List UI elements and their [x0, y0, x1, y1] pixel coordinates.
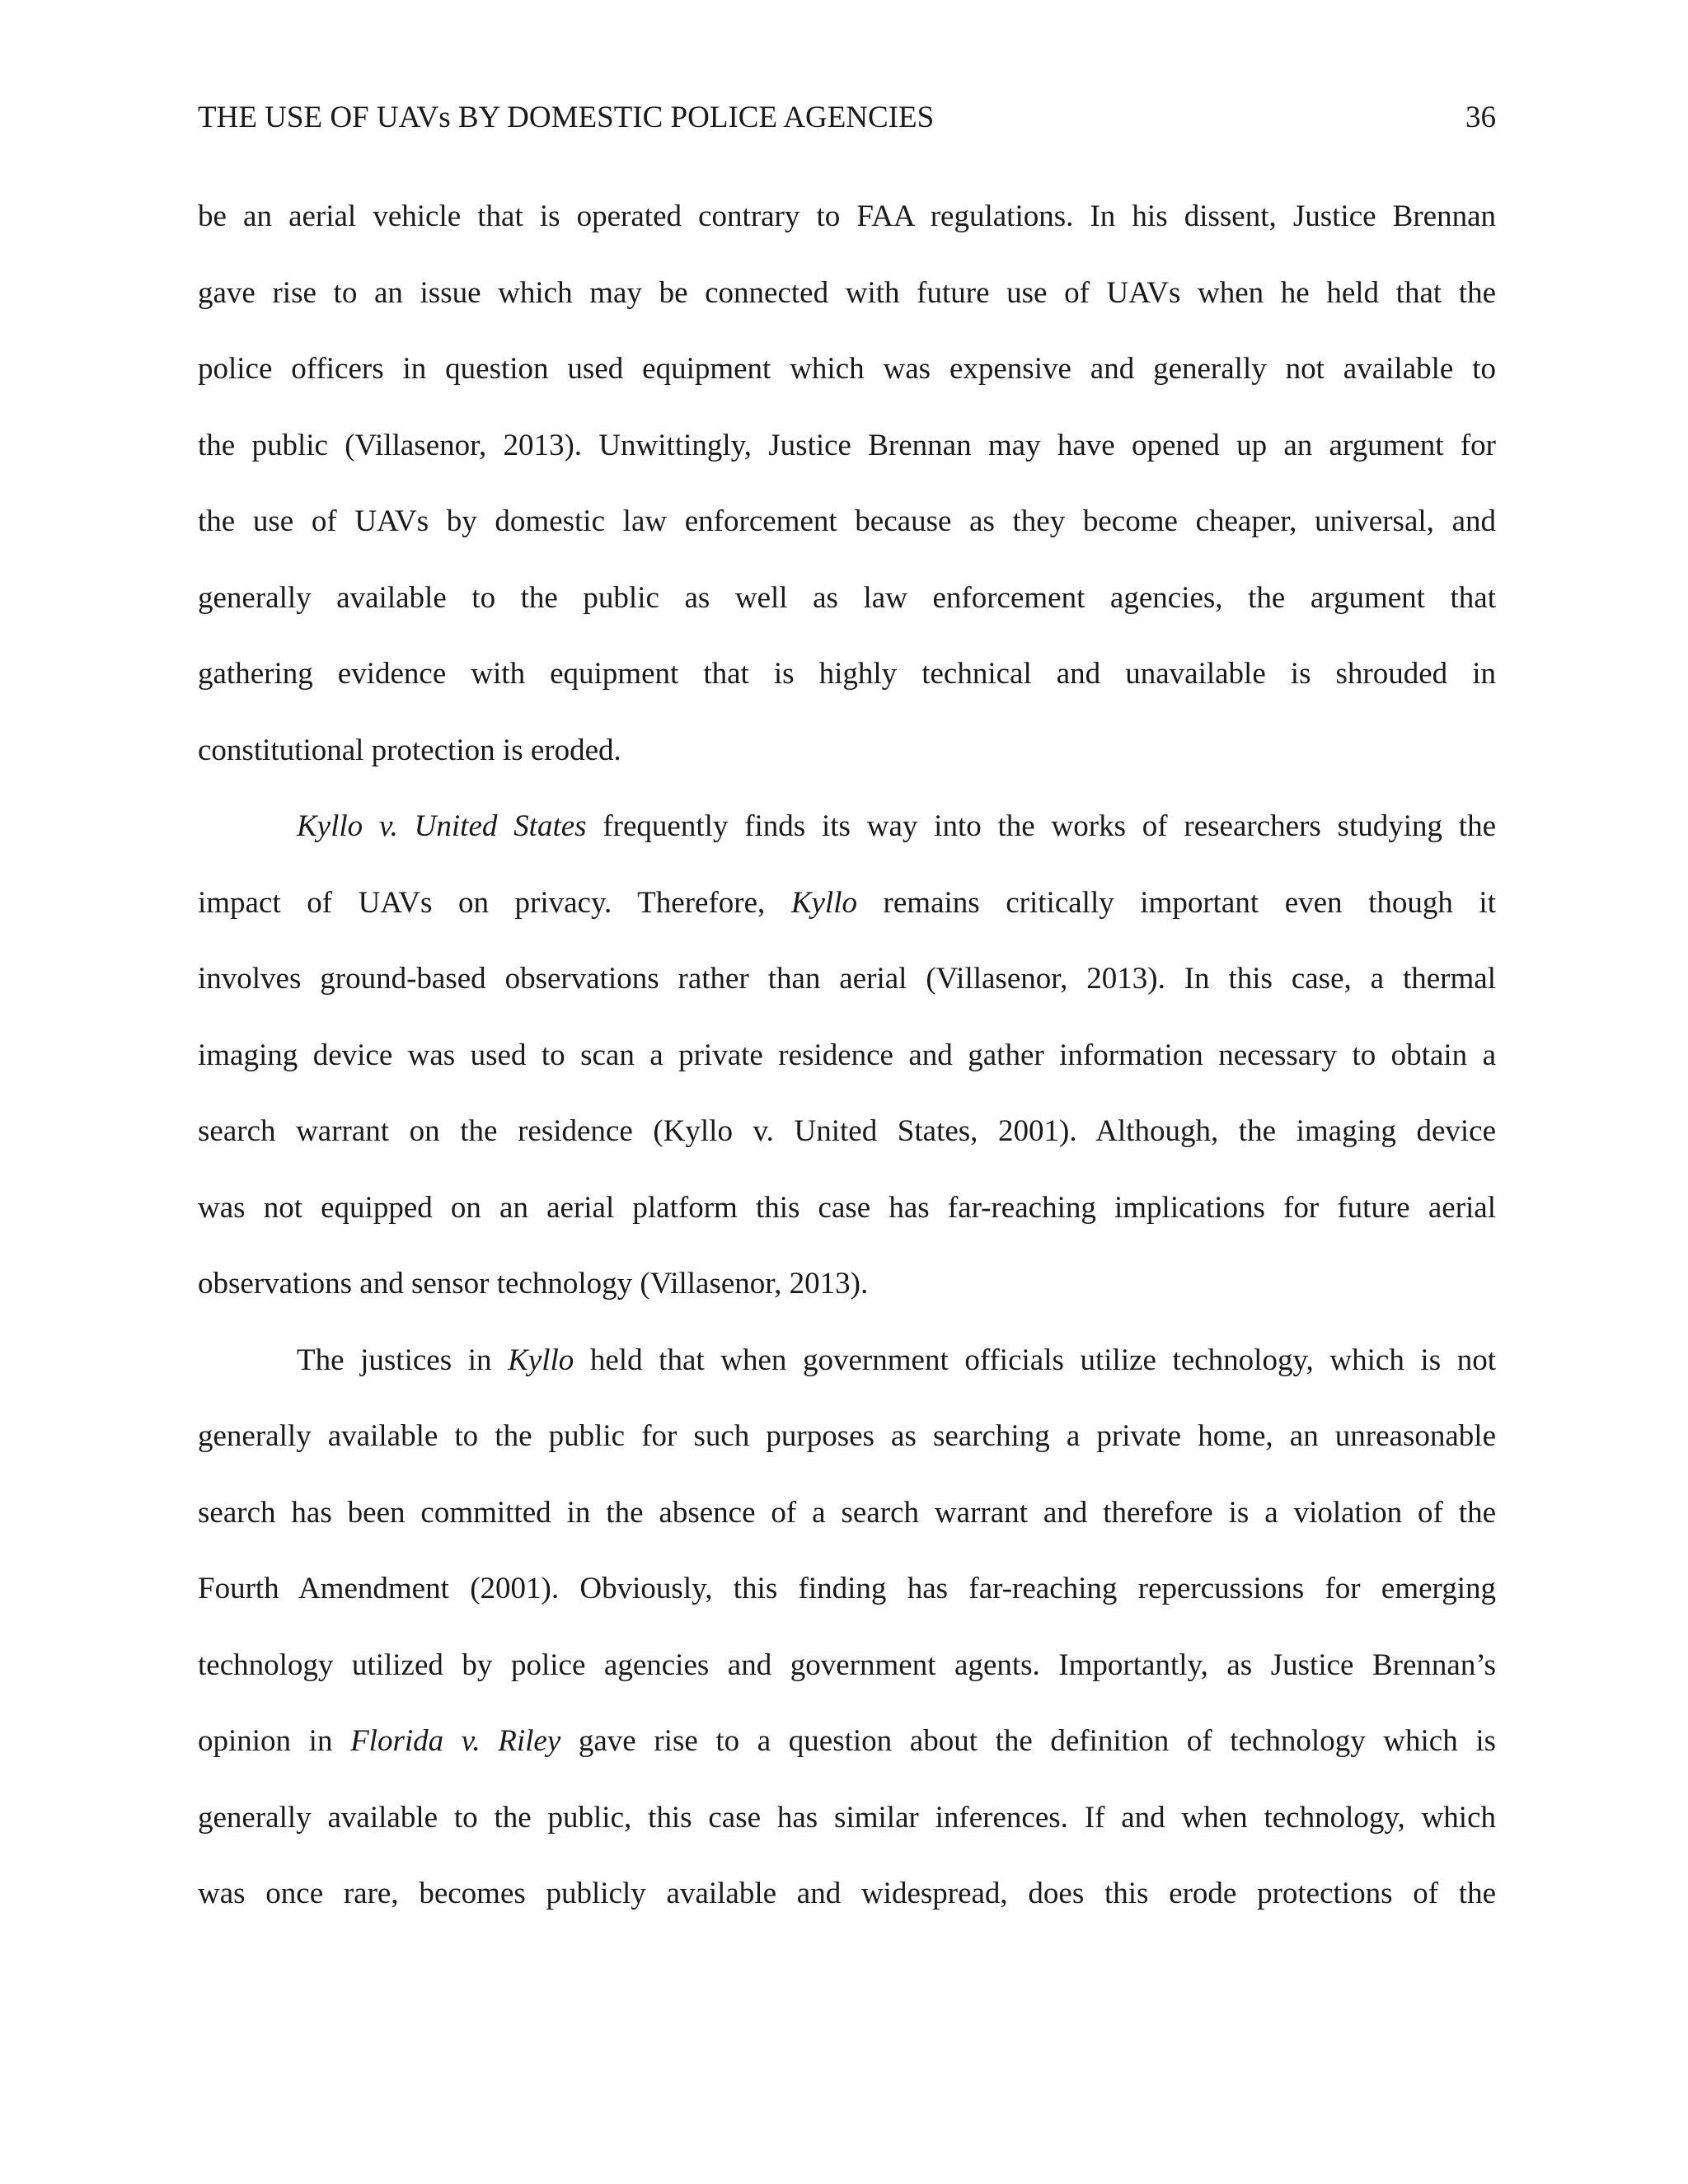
text-line: Fourth Amendment (2001). Obviously, this finding has far-reaching repercussions for emerging — [198, 1572, 1496, 1605]
case-name: Florida v. Riley — [350, 1724, 561, 1758]
text-line: observations and sensor technology (Villasenor, 2013). — [198, 1267, 869, 1301]
text-line: the use of UAVs by domestic law enforcement because as they become cheaper, universal, and — [198, 504, 1496, 538]
case-name: Kyllo — [508, 1343, 574, 1377]
text-line: search has been committed in the absence of a search warrant and therefore is a violation of the — [198, 1495, 1496, 1530]
text-line: be an aerial vehicle that is operated contrary to FAA regulations. In his dissent, Justice Brennan — [198, 199, 1496, 233]
text-line: search warrant on the residence (Kyllo v. United States, 2001). Although, the imaging device — [198, 1114, 1496, 1148]
text-line: opinion in Florida v. Riley gave rise to a question about the definition of technology which is — [198, 1724, 1497, 1758]
text-line: police officers in question used equipment which was expensive and generally not available to — [198, 352, 1496, 386]
body-text — [198, 196, 1496, 1950]
text-line: was once rare, becomes publicly available and widespread, does this erode protections of the — [198, 1877, 1496, 1910]
text-line: gathering evidence with equipment that is highly technical and unavailable is shrouded in — [198, 657, 1496, 691]
text-line: was not equipped on an aerial platform this case has far-reaching implications for future aerial — [198, 1190, 1496, 1225]
case-name: Kyllo — [790, 885, 857, 920]
running-head-title: THE USE OF UAVs BY DOMESTIC POLICE AGENCIES — [198, 101, 935, 134]
text-line: the public (Villasenor, 2013). Unwittingly, Justice Brennan may have opened up an argument for — [198, 428, 1496, 462]
text-line: involves ground-based observations rather than aerial (Villasenor, 2013). In this case, a thermal — [198, 962, 1496, 996]
text-line: constitutional protection is eroded. — [198, 733, 621, 767]
text-line: technology utilized by police agencies and government agents. Importantly, as Justice Brennan’s — [198, 1647, 1496, 1682]
text-line: generally available to the public, this case has similar inferences. If and when technology, which — [198, 1800, 1496, 1835]
text-line: impact of UAVs on privacy. Therefore, Kyllo remains critically important even though it — [198, 885, 1496, 920]
text-line: gave rise to an issue which may be connected with future use of UAVs when he held that the — [198, 275, 1496, 310]
running-head — [198, 97, 1496, 138]
page-number: 36 — [1465, 101, 1496, 134]
text-line: imaging device was used to scan a private residence and gather information necessary to obtain a — [198, 1038, 1496, 1072]
text-line: The justices in Kyllo held that when government officials utilize technology, which is not — [297, 1343, 1496, 1377]
case-name: Kyllo v. United States — [297, 809, 587, 843]
text-line: generally available to the public for such purposes as searching a private home, an unreasonable — [198, 1419, 1496, 1453]
text-line: Kyllo v. United States frequently finds its way into the works of researchers studying the — [297, 809, 1496, 843]
text-line: generally available to the public as well as law enforcement agencies, the argument that — [198, 580, 1496, 615]
